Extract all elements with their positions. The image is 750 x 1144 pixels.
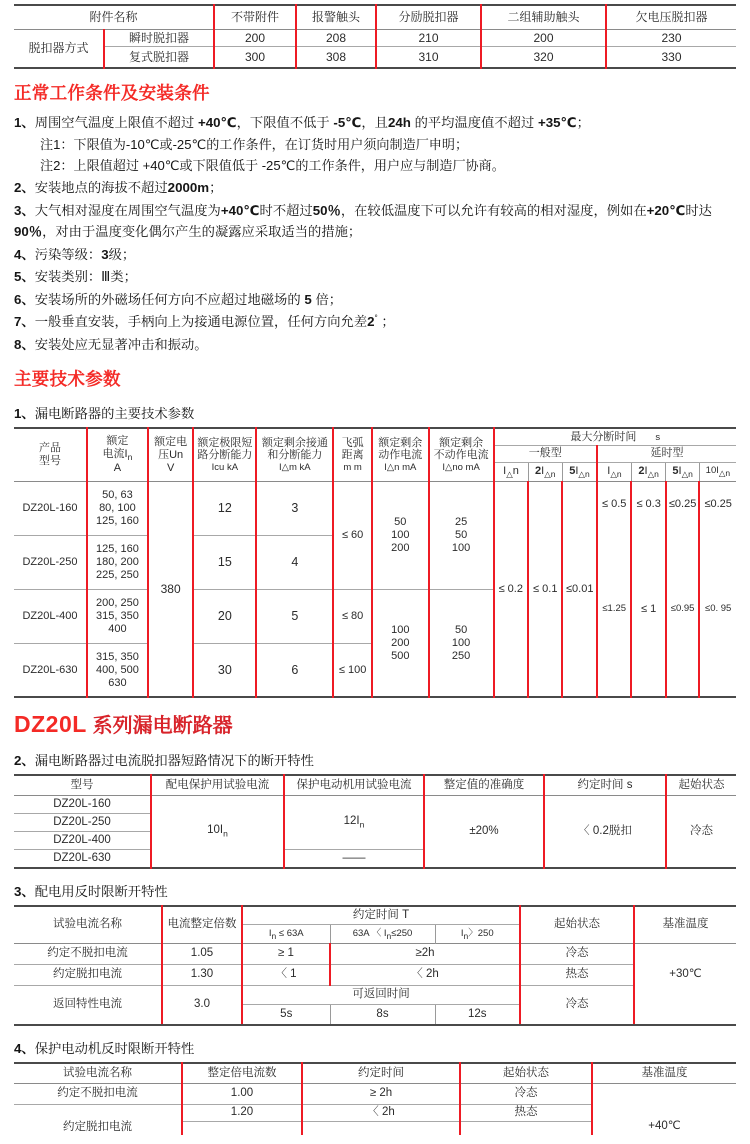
header-line: 额定 [106, 435, 129, 448]
cell-model: DZ20L-400 [14, 589, 87, 643]
cell: 200 [214, 29, 296, 46]
item-number: 5、 [14, 269, 35, 285]
column-header: 整定值的准确度 [424, 775, 544, 796]
cell-line: 200, 250 [96, 596, 139, 609]
item-text: 一般垂直安装，手柄向上为接通电源位置，任何方向允差2° ； [34, 313, 395, 330]
conditions-list [14, 112, 736, 355]
table-row [14, 1084, 736, 1105]
cell-delay-in: ≤1.25 [597, 589, 631, 697]
cell-line: 100 [451, 541, 471, 554]
item-text: 周围空气温度上限值不超过 +40℃，下限值不低于 -5℃，且24h 的平均温度值不超过 +35℃； [34, 115, 590, 131]
header-line: 额定剩余 [378, 436, 423, 449]
cell-test-name: 约定脱扣电流 [14, 965, 162, 986]
brand-series: 系列漏电断路器 [92, 715, 233, 738]
cell-model: DZ20L-160 [14, 796, 151, 814]
subtitle-number: 3、 [14, 883, 35, 899]
table-row [14, 428, 736, 445]
cell-delay-5in: ≤0.95 [666, 589, 699, 697]
subcol-in-le-63: In ≤ 63A [242, 925, 330, 944]
header-line: I△n mA [384, 462, 417, 474]
cell-line: 100 [451, 636, 471, 649]
subtitle-text: 配电用反时限断开特性 [34, 883, 168, 899]
cell-delay-2in: ≤ 0.3 [631, 481, 665, 589]
subcol-in-gt-250: In〉250 [435, 925, 520, 944]
cell-delay-in: ≤ 0.5 [597, 481, 631, 589]
cell-accuracy: ±20% [424, 796, 544, 868]
cell-line: 80, 100 [99, 501, 136, 514]
cell: 320 [481, 46, 606, 68]
col-header-residual-nonoperating [429, 428, 494, 481]
list-item [14, 334, 736, 356]
cell-return-1: 5s [242, 1005, 330, 1025]
cell-agreed-time: 〈 0.2脱扣 [544, 796, 666, 868]
col-header-gen-in: $I_\triangle n$ [494, 462, 528, 481]
col-header-delay-in: $I_{\triangle n}$ [597, 462, 631, 481]
column-header: 报警触头 [296, 5, 376, 29]
table-row [14, 986, 736, 1005]
header-line: 动作电流 [378, 449, 423, 462]
item-number: 8、 [14, 336, 35, 352]
cell: 210 [376, 29, 481, 46]
cell: 310 [376, 46, 481, 68]
table-row [14, 944, 736, 965]
cell-line: 100 [391, 623, 410, 636]
table-row [14, 965, 736, 986]
header-line: V [166, 461, 175, 474]
cell-test-name: 约定脱扣电流 [14, 1105, 182, 1136]
cell-line: 200 [391, 636, 410, 649]
row-label: 瞬时脱扣器 [104, 29, 214, 46]
header-line: 额定极限短 [197, 436, 253, 449]
cell-breaking-cap: 20 [193, 589, 256, 643]
cell-line: 400 [108, 622, 127, 635]
header-unit: s [655, 431, 661, 443]
cell-delay-2in: ≤ 1 [631, 589, 665, 697]
column-header: 整定倍电流数 [182, 1063, 302, 1084]
cell-ref-temp: +40℃ [648, 1119, 681, 1132]
cell-model: DZ20L-250 [14, 814, 151, 832]
brand-title [14, 712, 736, 737]
subcol-in-63-250: 63A 〈 In≤250 [330, 925, 435, 944]
cell: 230 [606, 29, 736, 46]
col-header-delay-10in: 10I△n [705, 465, 731, 479]
column-header: 起始状态 [460, 1063, 592, 1084]
cell-line: 225, 250 [96, 568, 139, 581]
col-header-gen-5in: $5I_{\triangle n}$ [562, 462, 596, 481]
cell-time-rest: ≥2h [330, 944, 520, 965]
table-row [14, 5, 736, 29]
cell-line: 500 [391, 649, 410, 662]
cell-delay-5in: ≤0.25 [666, 481, 699, 589]
subtitle-number: 1、 [14, 406, 35, 422]
column-header: 试验电流名称 [14, 1063, 182, 1084]
cell-arc-dist: ≤ 80 [333, 589, 372, 643]
cell-line: 400, 500 [96, 663, 139, 676]
header-line: 额定剩余接通 [261, 436, 328, 449]
cell-currents [87, 589, 148, 643]
header-line: 产品 [39, 442, 61, 455]
cell: 200 [481, 29, 606, 46]
subtitle-text: 漏电断路器的主要技术参数 [34, 406, 195, 422]
item-number: 7、 [14, 314, 35, 330]
cell-time: 〈 2h [302, 1105, 460, 1122]
col-header-breaking-capacity [193, 428, 256, 481]
cell-multiple [182, 1121, 302, 1135]
list-item [14, 266, 736, 288]
header-line: I△m kA [279, 462, 311, 474]
cell-multiple: 1.05 [162, 944, 242, 965]
col-header-gen-2in: $2I_{\triangle n}$ [528, 462, 562, 481]
cell-return-3: 12s [435, 1005, 520, 1025]
cell-residual-op [372, 589, 429, 697]
subtitle-text: 保护电动机反时限断开特性 [34, 1040, 195, 1056]
table-row [14, 775, 736, 796]
col-header-arc-distance [333, 428, 372, 481]
cell-test-name: 约定不脱扣电流 [14, 1084, 182, 1105]
row-label: 复式脱扣器 [104, 46, 214, 68]
cell-residual-make: 5 [256, 589, 333, 643]
cell-ref-temp: +30℃ [669, 967, 702, 980]
col-header-rated-voltage [148, 428, 194, 481]
cell-model: DZ20L-250 [14, 535, 87, 589]
cell-breaking-cap: 30 [193, 643, 256, 697]
brand-code: DZ20L [14, 711, 87, 738]
section4-subtitle [14, 1038, 736, 1057]
cell-line: 50 [454, 528, 468, 541]
col-header-model [14, 428, 87, 481]
cell-line: 250 [451, 649, 471, 662]
table-row [14, 1063, 736, 1084]
column-header: 分励脱扣器 [376, 5, 481, 29]
item-number: 3、 [14, 202, 35, 218]
col-header-delay-5in: $5I_{\triangle n}$ [666, 462, 699, 481]
note-2: 注2：上限值超过 +40℃或下限值低于 -25℃的工作条件，用户应与制造厂协商。 [40, 157, 505, 173]
header-line: I△no mA [442, 462, 480, 474]
cell-dist-test-current: $10I_n$ [151, 796, 284, 868]
accessory-name-header: 附件名称 [14, 5, 214, 29]
header-line: m m [343, 462, 362, 474]
cell-time-1: ≥ 1 [242, 944, 330, 965]
cell-currents [87, 535, 148, 589]
cell-currents [87, 643, 148, 697]
cell-delay-10in: ≤0. 95 [705, 603, 732, 615]
cell-line: 630 [108, 676, 127, 689]
cell-currents [87, 481, 148, 535]
cell: 330 [661, 49, 682, 64]
column-header: 不带附件 [214, 5, 296, 29]
cell-line: 50, 63 [102, 488, 133, 501]
cell-time-rest: 〈 2h [330, 965, 520, 986]
item-text: 安装场所的外磁场任何方向不应超过地磁场的 5 倍； [34, 291, 343, 307]
cell-residual-make: 6 [256, 643, 333, 697]
cell-line: 50 [394, 515, 407, 528]
column-header: 基准温度 [592, 1063, 736, 1084]
document-page [0, 4, 750, 1135]
cell-motor-test-current: $12I_n$ [284, 796, 424, 850]
item-number: 6、 [14, 291, 35, 307]
cell-model: DZ20L-160 [14, 481, 87, 535]
column-header: 二组辅助触头 [481, 5, 606, 29]
cell-voltage: 380 [148, 481, 194, 697]
column-header: 起始状态 [666, 775, 736, 796]
cell: 300 [214, 46, 296, 68]
cell-line: 315, 350 [96, 609, 139, 622]
cell-line: 100 [391, 528, 410, 541]
cell-model: DZ20L-630 [14, 643, 87, 697]
cell-line: 25 [454, 515, 468, 528]
cell-residual-make: 4 [256, 535, 333, 589]
table-row [14, 589, 736, 643]
column-header: 约定时间 s [544, 775, 666, 796]
list-item [14, 244, 736, 266]
list-item [14, 311, 736, 333]
header-line: Icu kA [211, 462, 239, 474]
note-1: 注1：下限值为-10℃或-25℃的工作条件，在订货时用户须向制造厂申明； [40, 136, 469, 152]
cell-arc-dist: ≤ 100 [333, 643, 372, 697]
table-row [14, 906, 736, 925]
col-header-max-break-time [494, 428, 736, 445]
cell-state: 热态 [460, 1105, 592, 1122]
cell-line: 315, 350 [96, 650, 139, 663]
item-text: 安装处应无显著冲击和振动。 [34, 336, 208, 352]
header-line: 和分断能力 [267, 449, 323, 462]
cell-gen-in: ≤ 0.2 [494, 481, 528, 697]
cell: 208 [296, 29, 376, 46]
cell-time [302, 1121, 460, 1135]
specs-subtitle-1 [14, 403, 736, 422]
cell-time-1: 〈 1 [242, 965, 330, 986]
short-circuit-table [14, 774, 736, 869]
list-item [14, 112, 736, 176]
cell-breaking-cap: 12 [193, 481, 256, 535]
cell-line: 125, 160 [96, 542, 139, 555]
main-spec-table [14, 427, 736, 698]
item-text: 污染等级：3级； [34, 246, 136, 262]
list-item [14, 289, 736, 311]
column-header: 配电保护用试验电流 [151, 775, 284, 796]
header-line: 最大分断时间 [570, 430, 637, 443]
column-header: 保护电动机用试验电流 [284, 775, 424, 796]
item-number: 2、 [14, 180, 35, 196]
section3-subtitle [14, 881, 736, 900]
item-text: 安装类别：Ⅲ类； [34, 269, 137, 285]
header-line: 压Un [158, 448, 184, 461]
column-header: 欠电压脱扣器 [606, 5, 736, 29]
cell-initial-state: 冷态 [690, 824, 713, 837]
cell-residual-nonop [429, 589, 494, 697]
cell-state: 热态 [520, 965, 634, 986]
table-row [14, 46, 736, 68]
distribution-inverse-time-table [14, 905, 736, 1026]
header-line: 距离 [341, 449, 364, 462]
header-line: A [113, 462, 122, 475]
column-header: 型号 [14, 775, 151, 796]
column-header-agreed-time: 约定时间 T [242, 906, 520, 925]
cell-breaking-cap: 15 [193, 535, 256, 589]
col-header-general-type: 一般型 [494, 445, 597, 462]
cell-time: ≥ 2h [302, 1084, 460, 1105]
motor-inverse-time-table [14, 1062, 736, 1136]
accessory-table [14, 4, 736, 69]
trip-mode-group-label: 脱扣器方式 [14, 29, 104, 68]
cell-return-2: 8s [330, 1005, 435, 1025]
section2-subtitle [14, 750, 736, 769]
table-row [14, 796, 736, 814]
cell-multiple: 3.0 [162, 986, 242, 1025]
specs-heading: 主要技术参数 [14, 369, 121, 390]
header-line: 路分断能力 [197, 449, 253, 462]
cell-line: 125, 160 [96, 514, 139, 527]
cell-model: DZ20L-400 [14, 832, 151, 850]
cell-state: 冷态 [460, 1084, 592, 1105]
table-row [14, 29, 736, 46]
cell-residual-op [372, 481, 429, 589]
column-header: 约定时间 [302, 1063, 460, 1084]
list-item [14, 200, 736, 243]
cell-state [460, 1121, 592, 1135]
cell-line: 200 [391, 541, 410, 554]
subtitle-text: 漏电断路器过电流脱扣器短路情况下的断开特性 [34, 752, 314, 768]
cell-delay-10in: ≤0.25 [704, 497, 732, 510]
header-line: 不动作电流 [433, 449, 489, 462]
cell-multiple: 1.00 [182, 1084, 302, 1105]
item-text: 大气相对湿度在周围空气温度为+40℃时不超过50％，在较低温度下可以允许有较高的相对湿度，例如在+20℃时达90％，对由于温度变化偶尔产生的凝露应采取适当的措施； [14, 202, 712, 240]
header-line: 飞弧 [341, 436, 364, 449]
cell-residual-nonop [429, 481, 494, 589]
col-header-residual-operating [372, 428, 429, 481]
column-header-ref-temp: 基准温度 [634, 906, 736, 944]
cell-gen-2in: ≤ 0.1 [528, 481, 562, 697]
column-header-initial-state: 起始状态 [520, 906, 634, 944]
cell-line: 50 [454, 623, 468, 636]
cell-multiple: 1.30 [162, 965, 242, 986]
cell-gen-5in: ≤0.01 [562, 481, 596, 697]
item-text: 安装地点的海拔不超过2000m； [34, 180, 223, 196]
col-header-residual-make [256, 428, 333, 481]
cell: 308 [296, 46, 376, 68]
cell-model: DZ20L-630 [14, 850, 151, 868]
cell-test-name: 返回特性电流 [14, 986, 162, 1025]
cell-motor-test-current-dash: —— [284, 850, 424, 868]
col-header-delay-2in: $2I_{\triangle n}$ [631, 462, 665, 481]
item-number: 4、 [14, 246, 35, 262]
item-number: 1、 [14, 115, 35, 131]
cell-return-label: 可返回时间 [242, 986, 520, 1005]
cell-state: 冷态 [520, 986, 634, 1025]
cell-test-name: 约定不脱扣电流 [14, 944, 162, 965]
conditions-heading: 正常工作条件及安装条件 [14, 83, 210, 104]
subtitle-number: 4、 [14, 1040, 35, 1056]
col-header-rated-current [87, 428, 148, 481]
header-line: 型号 [39, 455, 61, 468]
cell-arc-dist: ≤ 60 [333, 481, 372, 589]
header-line: 额定电 [154, 435, 188, 448]
subtitle-number: 2、 [14, 752, 35, 768]
column-header-multiple: 电流整定倍数 [162, 906, 242, 944]
table-row [14, 481, 736, 535]
list-item [14, 177, 736, 199]
col-header-delay-type: 延时型 [597, 445, 736, 462]
cell-multiple: 1.20 [182, 1105, 302, 1122]
cell-state: 冷态 [520, 944, 634, 965]
column-header-test-name: 试验电流名称 [14, 906, 162, 944]
header-line: 额定剩余 [439, 436, 484, 449]
cell-line: 180, 200 [96, 555, 139, 568]
cell-residual-make: 3 [256, 481, 333, 535]
header-line: 电流$I_n$ [102, 447, 133, 463]
